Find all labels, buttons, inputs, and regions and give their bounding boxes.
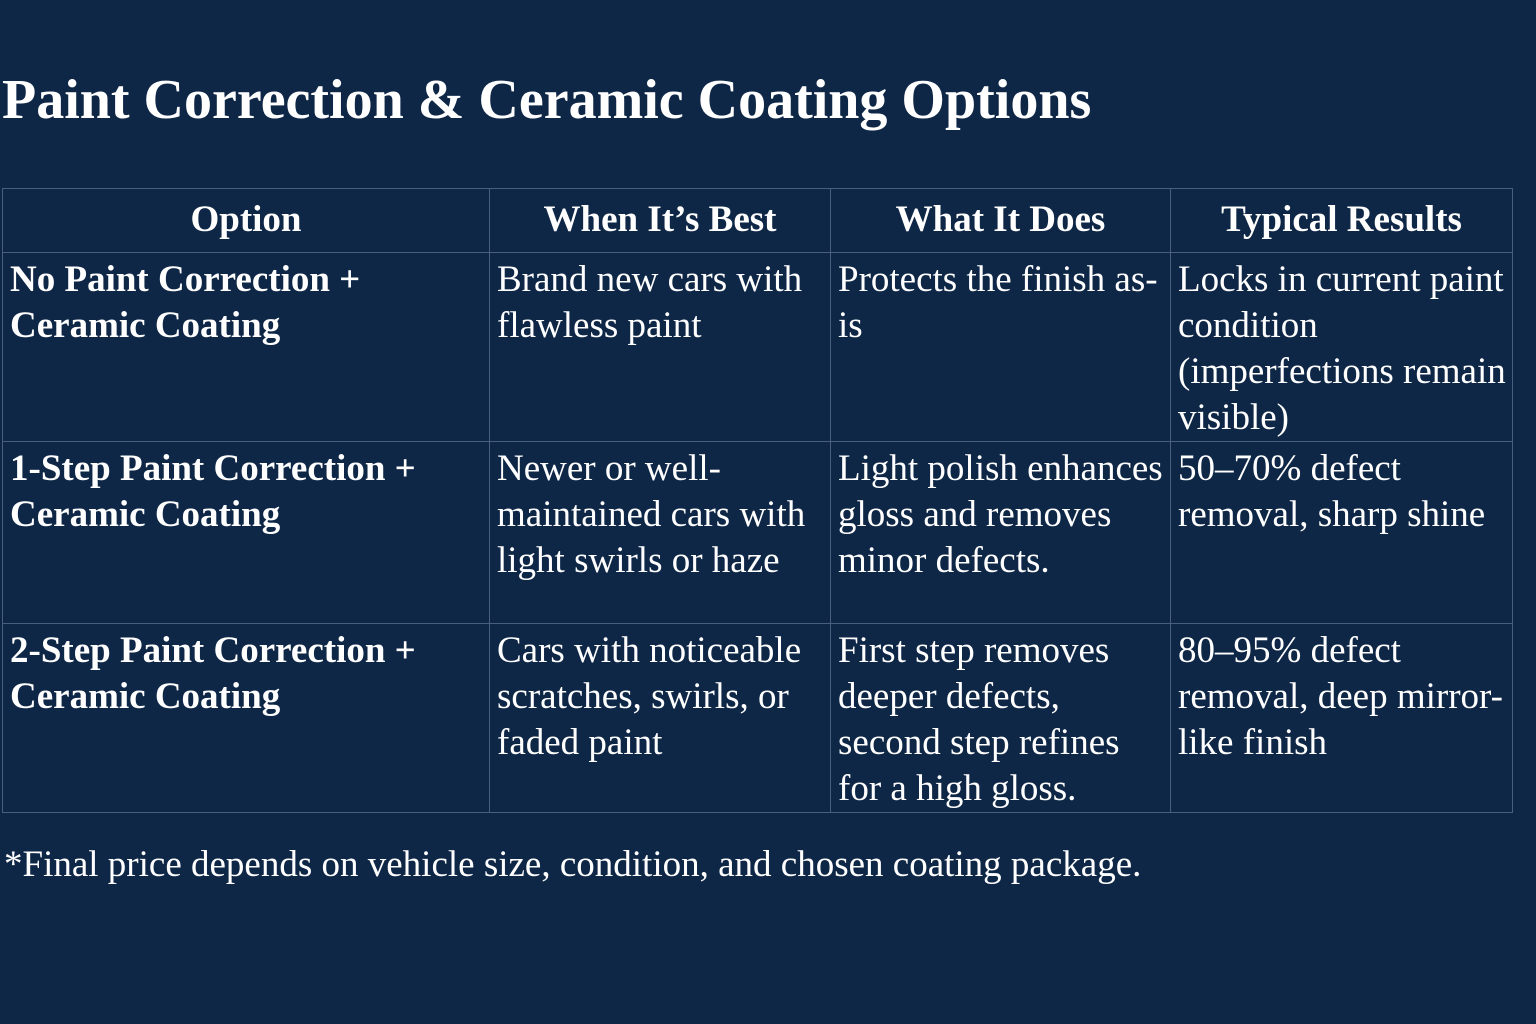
what-it-does-cell: Protects the finish as-is — [831, 253, 1171, 442]
header-what-it-does: What It Does — [831, 189, 1171, 253]
header-typical-results: Typical Results — [1171, 189, 1513, 253]
options-table — [2, 188, 1513, 813]
when-best-cell: Brand new cars with flawless paint — [490, 253, 831, 442]
when-best-cell: Cars with noticeable scratches, swirls, or faded paint — [490, 624, 831, 813]
option-cell: 1-Step Paint Correction + Ceramic Coating — [3, 442, 490, 624]
option-cell: 2-Step Paint Correction + Ceramic Coating — [3, 624, 490, 813]
typical-results-cell: 50–70% defect removal, sharp shine — [1171, 442, 1513, 624]
table-row — [3, 253, 1513, 442]
what-it-does-cell: First step removes deeper defects, second step refines for a high gloss. — [831, 624, 1171, 813]
header-when-best: When It’s Best — [490, 189, 831, 253]
header-option: Option — [3, 189, 490, 253]
typical-results-cell: 80–95% defect removal, deep mirror-like finish — [1171, 624, 1513, 813]
table-row — [3, 624, 1513, 813]
typical-results-cell: Locks in current paint condition (imperfections remain visible) — [1171, 253, 1513, 442]
what-it-does-cell: Light polish enhances gloss and removes minor defects. — [831, 442, 1171, 624]
table-header-row — [3, 189, 1513, 253]
page-title: Paint Correction & Ceramic Coating Options — [2, 69, 1092, 131]
footnote: *Final price depends on vehicle size, condition, and chosen coating package. — [4, 844, 1142, 885]
table-row — [3, 442, 1513, 624]
option-cell: No Paint Correction + Ceramic Coating — [3, 253, 490, 442]
when-best-cell: Newer or well-maintained cars with light swirls or haze — [490, 442, 831, 624]
